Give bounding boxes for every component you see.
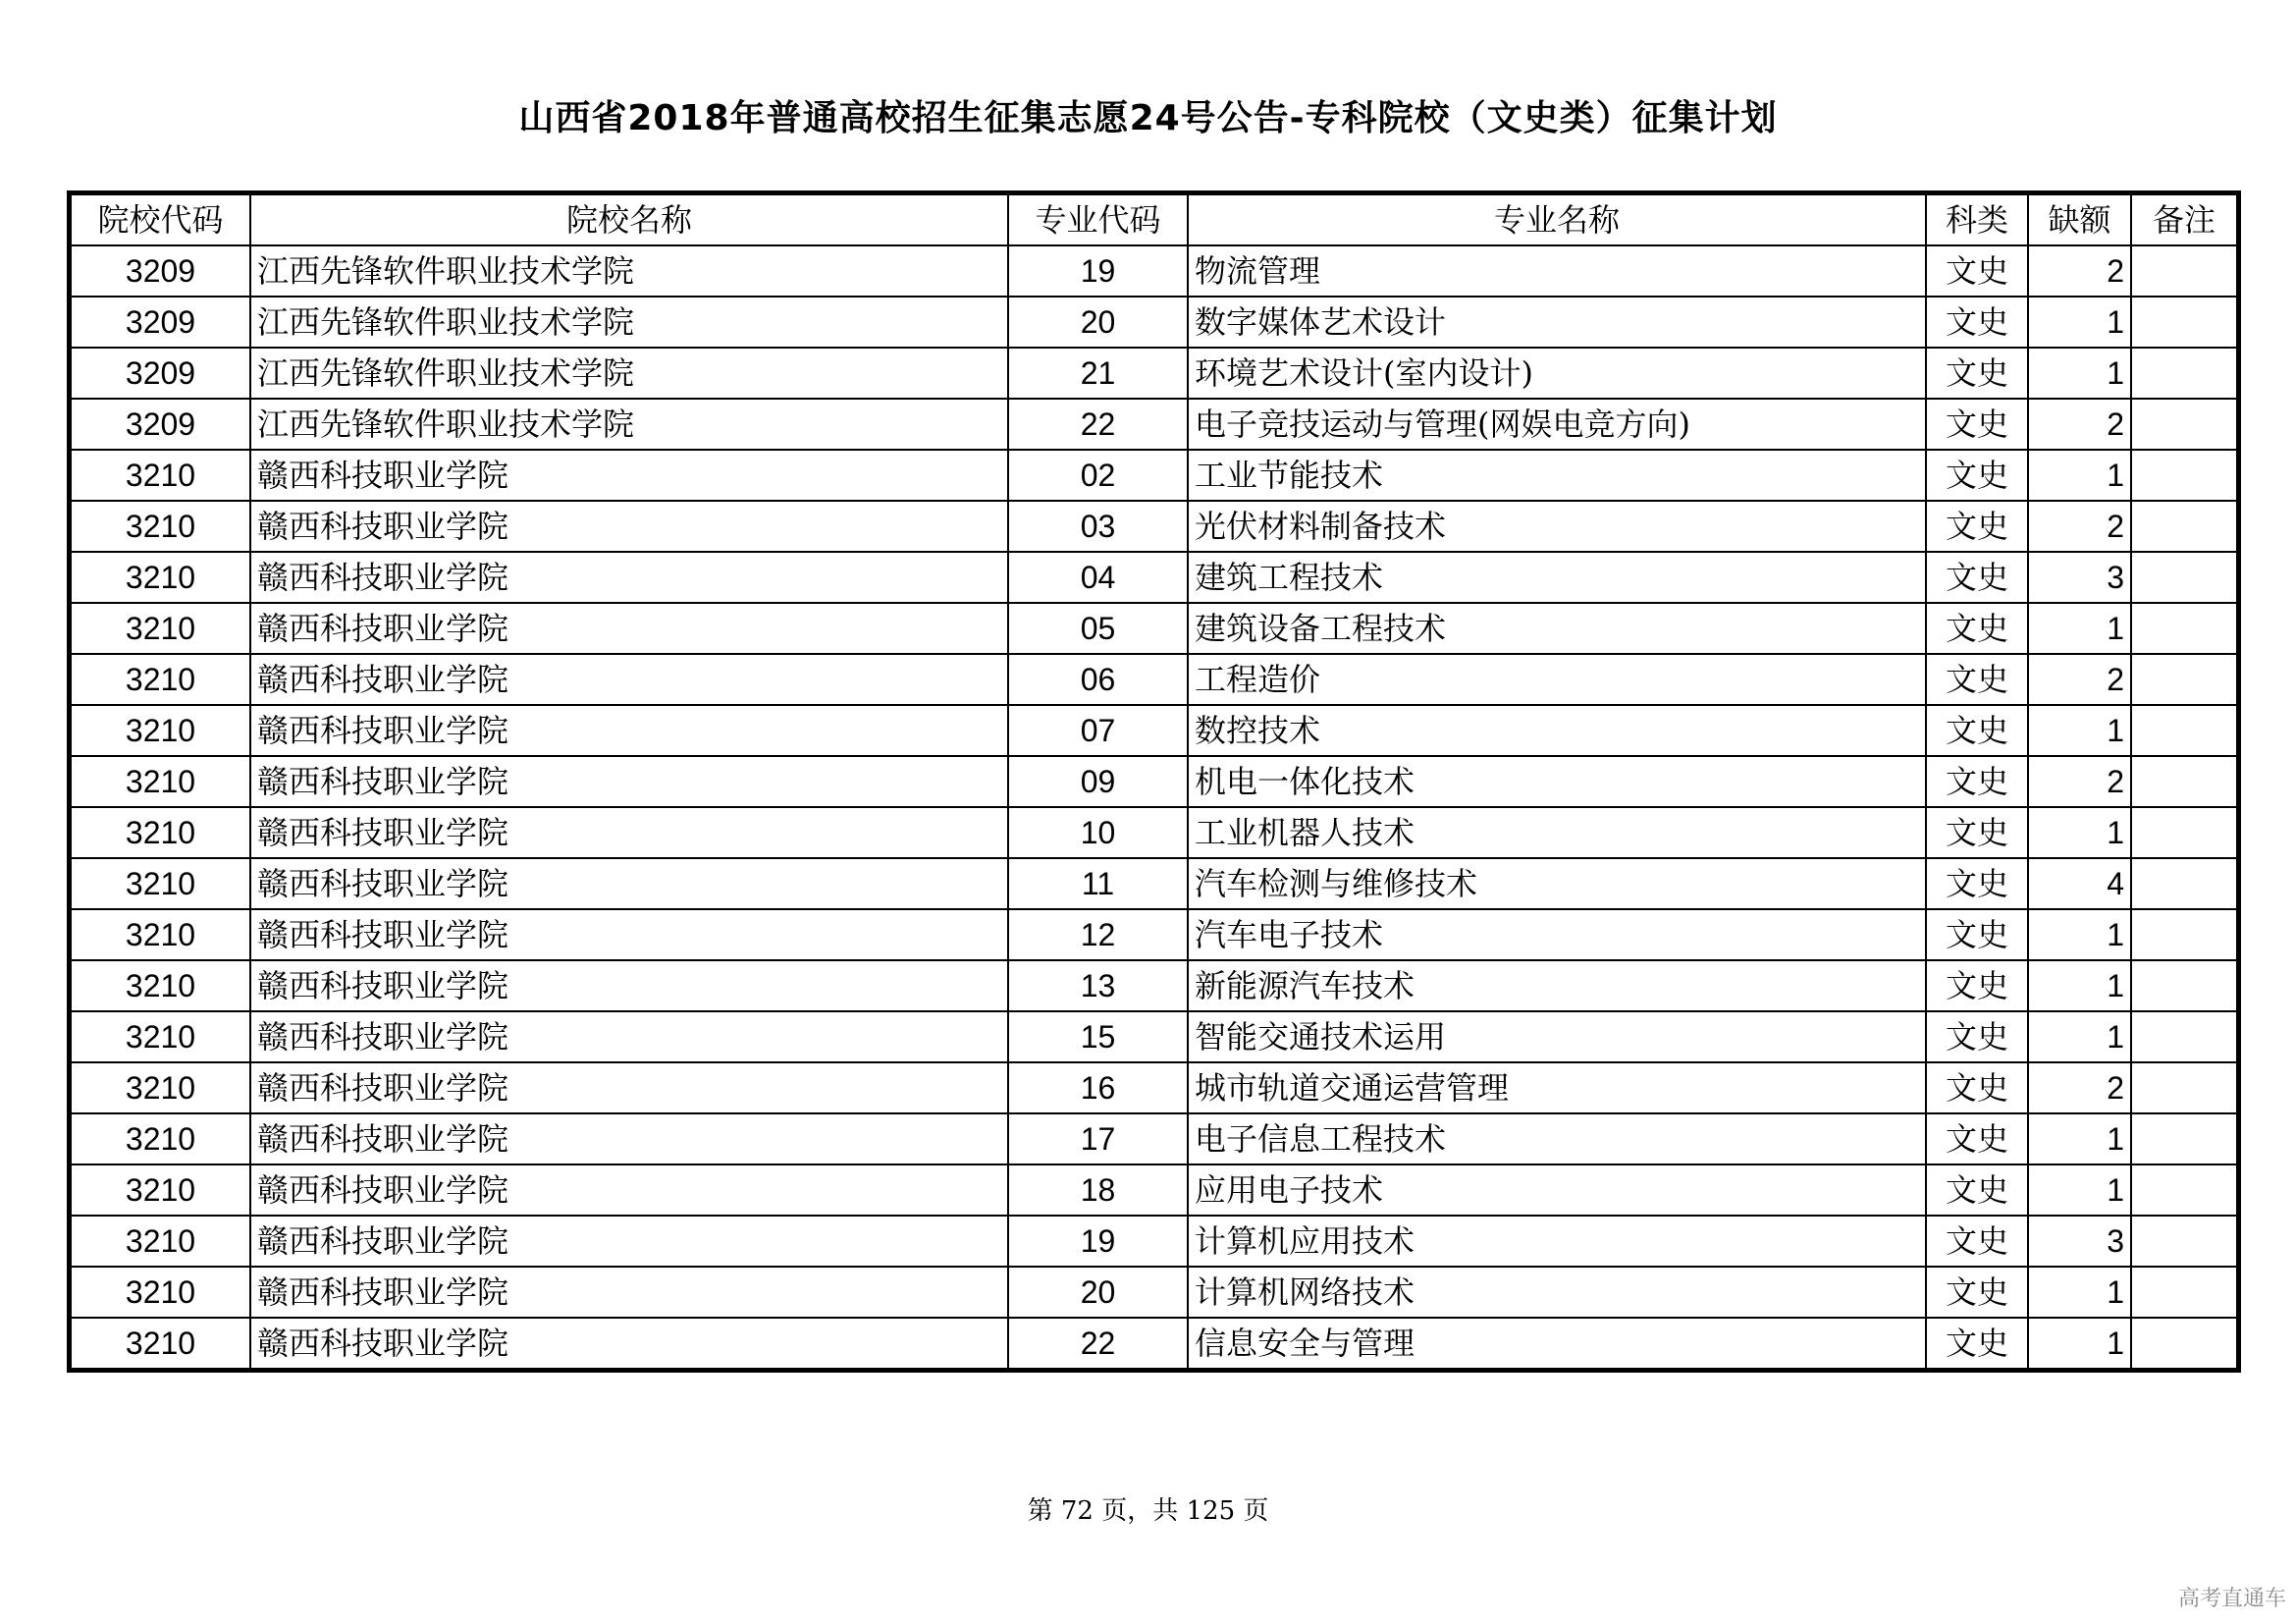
school-name-cell: 赣西科技职业学院 — [250, 450, 1008, 501]
remarks-cell — [2131, 399, 2237, 450]
table-row — [71, 1318, 2237, 1369]
vacancy-cell: 1 — [2028, 1011, 2131, 1062]
remarks-cell — [2131, 552, 2237, 603]
school-name-cell: 赣西科技职业学院 — [250, 858, 1008, 909]
table-header — [71, 194, 2237, 245]
remarks-cell — [2131, 909, 2237, 960]
school-name-cell: 赣西科技职业学院 — [250, 705, 1008, 756]
remarks-cell — [2131, 603, 2237, 654]
vacancy-cell: 2 — [2028, 1062, 2131, 1113]
enrollment-plan-table — [70, 193, 2238, 1370]
watermark: 高考直通车 — [2177, 1587, 2286, 1611]
table-row — [71, 1113, 2237, 1164]
school-name-cell: 赣西科技职业学院 — [250, 960, 1008, 1011]
category-cell: 文史 — [1926, 654, 2028, 705]
school-name-cell: 赣西科技职业学院 — [250, 654, 1008, 705]
school-code-cell: 3209 — [71, 348, 250, 399]
major-name-cell: 工程造价 — [1188, 654, 1926, 705]
major-code-cell: 17 — [1008, 1113, 1188, 1164]
category-cell: 文史 — [1926, 348, 2028, 399]
major-name-cell: 数字媒体艺术设计 — [1188, 297, 1926, 348]
table-row — [71, 705, 2237, 756]
remarks-cell — [2131, 1062, 2237, 1113]
school-code-cell: 3210 — [71, 603, 250, 654]
vacancy-cell: 1 — [2028, 960, 2131, 1011]
major-code-cell: 18 — [1008, 1164, 1188, 1216]
vacancy-cell: 1 — [2028, 1113, 2131, 1164]
remarks-cell — [2131, 1318, 2237, 1369]
major-name-cell: 新能源汽车技术 — [1188, 960, 1926, 1011]
major-name-cell: 建筑工程技术 — [1188, 552, 1926, 603]
vacancy-cell: 1 — [2028, 450, 2131, 501]
vacancy-cell: 1 — [2028, 348, 2131, 399]
vacancy-cell: 1 — [2028, 1164, 2131, 1216]
header-vacancy: 缺额 — [2028, 194, 2131, 245]
school-code-cell: 3210 — [71, 807, 250, 858]
table-row — [71, 501, 2237, 552]
remarks-cell — [2131, 450, 2237, 501]
major-name-cell: 智能交通技术运用 — [1188, 1011, 1926, 1062]
table-row — [71, 1216, 2237, 1267]
vacancy-cell: 4 — [2028, 858, 2131, 909]
category-cell: 文史 — [1926, 705, 2028, 756]
category-cell: 文史 — [1926, 450, 2028, 501]
table-row — [71, 603, 2237, 654]
page-footer: 第 72 页，共 125 页 — [1027, 1496, 1269, 1526]
major-name-cell: 数控技术 — [1188, 705, 1926, 756]
remarks-cell — [2131, 348, 2237, 399]
category-cell: 文史 — [1926, 603, 2028, 654]
remarks-cell — [2131, 858, 2237, 909]
header-row — [71, 194, 2237, 245]
school-name-cell: 江西先锋软件职业技术学院 — [250, 348, 1008, 399]
table-row — [71, 297, 2237, 348]
category-cell: 文史 — [1926, 399, 2028, 450]
school-code-cell: 3210 — [71, 552, 250, 603]
table-row — [71, 450, 2237, 501]
category-cell: 文史 — [1926, 909, 2028, 960]
school-name-cell: 赣西科技职业学院 — [250, 501, 1008, 552]
category-cell: 文史 — [1926, 1113, 2028, 1164]
category-cell: 文史 — [1926, 297, 2028, 348]
major-code-cell: 04 — [1008, 552, 1188, 603]
school-code-cell: 3210 — [71, 1113, 250, 1164]
table-row — [71, 1164, 2237, 1216]
school-name-cell: 江西先锋软件职业技术学院 — [250, 297, 1008, 348]
vacancy-cell: 2 — [2028, 245, 2131, 297]
major-name-cell: 建筑设备工程技术 — [1188, 603, 1926, 654]
category-cell: 文史 — [1926, 858, 2028, 909]
major-code-cell: 13 — [1008, 960, 1188, 1011]
school-code-cell: 3210 — [71, 756, 250, 807]
vacancy-cell: 3 — [2028, 1216, 2131, 1267]
major-name-cell: 汽车检测与维修技术 — [1188, 858, 1926, 909]
remarks-cell — [2131, 245, 2237, 297]
school-name-cell: 赣西科技职业学院 — [250, 756, 1008, 807]
header-major-code: 专业代码 — [1008, 194, 1188, 245]
vacancy-cell: 2 — [2028, 399, 2131, 450]
school-code-cell: 3209 — [71, 245, 250, 297]
remarks-cell — [2131, 654, 2237, 705]
school-name-cell: 赣西科技职业学院 — [250, 1318, 1008, 1369]
remarks-cell — [2131, 1216, 2237, 1267]
school-code-cell: 3209 — [71, 399, 250, 450]
category-cell: 文史 — [1926, 1318, 2028, 1369]
category-cell: 文史 — [1926, 501, 2028, 552]
table-row — [71, 858, 2237, 909]
school-name-cell: 赣西科技职业学院 — [250, 807, 1008, 858]
vacancy-cell: 1 — [2028, 1267, 2131, 1318]
major-code-cell: 11 — [1008, 858, 1188, 909]
category-cell: 文史 — [1926, 245, 2028, 297]
vacancy-cell: 1 — [2028, 705, 2131, 756]
school-code-cell: 3210 — [71, 1164, 250, 1216]
category-cell: 文史 — [1926, 960, 2028, 1011]
major-code-cell: 12 — [1008, 909, 1188, 960]
school-code-cell: 3210 — [71, 909, 250, 960]
major-name-cell: 工业机器人技术 — [1188, 807, 1926, 858]
school-name-cell: 赣西科技职业学院 — [250, 1267, 1008, 1318]
remarks-cell — [2131, 501, 2237, 552]
school-code-cell: 3210 — [71, 1062, 250, 1113]
table-row — [71, 654, 2237, 705]
major-code-cell: 20 — [1008, 1267, 1188, 1318]
school-name-cell: 赣西科技职业学院 — [250, 1164, 1008, 1216]
remarks-cell — [2131, 1011, 2237, 1062]
header-category: 科类 — [1926, 194, 2028, 245]
major-code-cell: 03 — [1008, 501, 1188, 552]
major-name-cell: 计算机应用技术 — [1188, 1216, 1926, 1267]
school-code-cell: 3210 — [71, 1267, 250, 1318]
vacancy-cell: 2 — [2028, 654, 2131, 705]
school-name-cell: 赣西科技职业学院 — [250, 1113, 1008, 1164]
category-cell: 文史 — [1926, 552, 2028, 603]
major-name-cell: 城市轨道交通运营管理 — [1188, 1062, 1926, 1113]
major-code-cell: 16 — [1008, 1062, 1188, 1113]
vacancy-cell: 2 — [2028, 501, 2131, 552]
school-code-cell: 3210 — [71, 654, 250, 705]
remarks-cell — [2131, 705, 2237, 756]
remarks-cell — [2131, 297, 2237, 348]
major-code-cell: 20 — [1008, 297, 1188, 348]
vacancy-cell: 1 — [2028, 909, 2131, 960]
remarks-cell — [2131, 1113, 2237, 1164]
vacancy-cell: 1 — [2028, 603, 2131, 654]
school-name-cell: 江西先锋软件职业技术学院 — [250, 245, 1008, 297]
table-row — [71, 348, 2237, 399]
school-code-cell: 3210 — [71, 858, 250, 909]
school-code-cell: 3210 — [71, 1011, 250, 1062]
major-code-cell: 15 — [1008, 1011, 1188, 1062]
category-cell: 文史 — [1926, 756, 2028, 807]
table-body — [71, 245, 2237, 1369]
school-code-cell: 3210 — [71, 960, 250, 1011]
school-code-cell: 3210 — [71, 705, 250, 756]
category-cell: 文史 — [1926, 1062, 2028, 1113]
table-row — [71, 807, 2237, 858]
school-name-cell: 赣西科技职业学院 — [250, 909, 1008, 960]
vacancy-cell: 1 — [2028, 1318, 2131, 1369]
header-remarks: 备注 — [2131, 194, 2237, 245]
table-row — [71, 1267, 2237, 1318]
vacancy-cell: 3 — [2028, 552, 2131, 603]
school-name-cell: 赣西科技职业学院 — [250, 1216, 1008, 1267]
table-row — [71, 399, 2237, 450]
vacancy-cell: 1 — [2028, 297, 2131, 348]
major-name-cell: 电子信息工程技术 — [1188, 1113, 1926, 1164]
major-code-cell: 09 — [1008, 756, 1188, 807]
major-name-cell: 信息安全与管理 — [1188, 1318, 1926, 1369]
remarks-cell — [2131, 1267, 2237, 1318]
school-code-cell: 3210 — [71, 450, 250, 501]
major-name-cell: 光伏材料制备技术 — [1188, 501, 1926, 552]
major-code-cell: 10 — [1008, 807, 1188, 858]
remarks-cell — [2131, 960, 2237, 1011]
major-name-cell: 机电一体化技术 — [1188, 756, 1926, 807]
table-row — [71, 552, 2237, 603]
school-name-cell: 赣西科技职业学院 — [250, 552, 1008, 603]
category-cell: 文史 — [1926, 1164, 2028, 1216]
remarks-cell — [2131, 756, 2237, 807]
category-cell: 文史 — [1926, 1011, 2028, 1062]
school-code-cell: 3210 — [71, 501, 250, 552]
major-code-cell: 07 — [1008, 705, 1188, 756]
vacancy-cell: 1 — [2028, 807, 2131, 858]
school-name-cell: 赣西科技职业学院 — [250, 1011, 1008, 1062]
school-code-cell: 3210 — [71, 1216, 250, 1267]
header-school-code: 院校代码 — [71, 194, 250, 245]
table-row — [71, 909, 2237, 960]
page-title: 山西省2018年普通高校招生征集志愿24号公告-专科院校（文史类）征集计划 — [518, 98, 1778, 138]
vacancy-cell: 2 — [2028, 756, 2131, 807]
school-name-cell: 赣西科技职业学院 — [250, 603, 1008, 654]
header-major-name: 专业名称 — [1188, 194, 1926, 245]
major-code-cell: 06 — [1008, 654, 1188, 705]
major-code-cell: 05 — [1008, 603, 1188, 654]
table-row — [71, 960, 2237, 1011]
major-code-cell: 02 — [1008, 450, 1188, 501]
table-row — [71, 1011, 2237, 1062]
category-cell: 文史 — [1926, 807, 2028, 858]
table-row — [71, 756, 2237, 807]
remarks-cell — [2131, 807, 2237, 858]
major-code-cell: 21 — [1008, 348, 1188, 399]
table-row — [71, 245, 2237, 297]
school-code-cell: 3209 — [71, 297, 250, 348]
category-cell: 文史 — [1926, 1216, 2028, 1267]
major-name-cell: 应用电子技术 — [1188, 1164, 1926, 1216]
major-name-cell: 物流管理 — [1188, 245, 1926, 297]
school-code-cell: 3210 — [71, 1318, 250, 1369]
major-code-cell: 22 — [1008, 399, 1188, 450]
table-row — [71, 1062, 2237, 1113]
major-name-cell: 计算机网络技术 — [1188, 1267, 1926, 1318]
major-name-cell: 环境艺术设计(室内设计) — [1188, 348, 1926, 399]
header-school-name: 院校名称 — [250, 194, 1008, 245]
remarks-cell — [2131, 1164, 2237, 1216]
major-name-cell: 电子竞技运动与管理(网娱电竞方向) — [1188, 399, 1926, 450]
school-name-cell: 赣西科技职业学院 — [250, 1062, 1008, 1113]
major-code-cell: 19 — [1008, 245, 1188, 297]
major-code-cell: 19 — [1008, 1216, 1188, 1267]
major-code-cell: 22 — [1008, 1318, 1188, 1369]
major-name-cell: 汽车电子技术 — [1188, 909, 1926, 960]
category-cell: 文史 — [1926, 1267, 2028, 1318]
school-name-cell: 江西先锋软件职业技术学院 — [250, 399, 1008, 450]
major-name-cell: 工业节能技术 — [1188, 450, 1926, 501]
